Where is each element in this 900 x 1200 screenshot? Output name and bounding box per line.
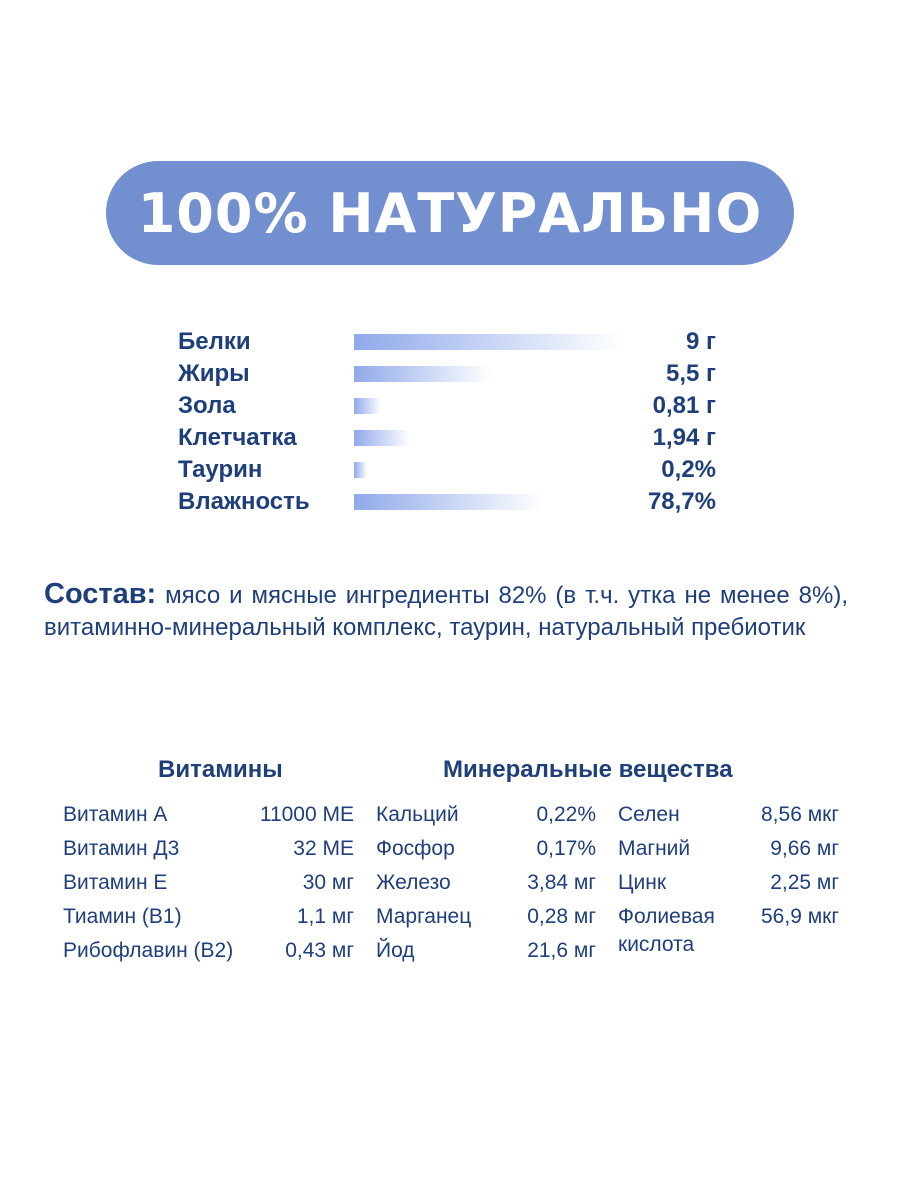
mineral-name: Железо: [376, 871, 451, 894]
composition: [44, 578, 848, 644]
mineral-value: 21,6 мг: [527, 939, 596, 962]
mineral-value: 9,66 мг: [770, 837, 839, 860]
mineral-value: 56,9 мкг: [761, 905, 839, 928]
table-row: [63, 832, 354, 866]
vitamin-value: 11000 МЕ: [259, 803, 354, 826]
vitamin-name: Витамин Д3: [63, 837, 180, 860]
nutrition-bar: [354, 366, 622, 382]
table-row: [618, 832, 839, 866]
nutrition-label: Белки: [178, 328, 251, 355]
vitamin-value: 32 МЕ: [293, 837, 354, 860]
nutrition-label: Жиры: [178, 360, 250, 387]
nutrition-value: 78,7%: [647, 488, 716, 515]
nutrition-value: 5,5 г: [665, 360, 716, 387]
mineral-value: 8,56 мкг: [761, 803, 839, 826]
mineral-name: Марганец: [376, 905, 472, 928]
minerals-title: Минеральные вещества: [443, 756, 733, 783]
nutrition-list: [178, 326, 718, 518]
nutrition-bar-fill: [354, 430, 410, 446]
table-row: [618, 798, 839, 832]
mineral-name: Фосфор: [376, 837, 455, 860]
nutrition-bar-fill: [354, 494, 544, 510]
nutrition-value: 0,81 г: [652, 392, 716, 419]
table-row: [63, 934, 354, 968]
banner-title: 100% НАТУРАЛЬНО: [137, 181, 763, 245]
vitamin-value: 1,1 мг: [296, 905, 354, 928]
vitamin-name: Витамин Е: [63, 871, 168, 894]
mineral-value: 0,17%: [536, 837, 596, 860]
nutrition-value: 9 г: [685, 328, 716, 355]
nutrition-bar: [354, 430, 622, 446]
mineral-value: 2,25 мг: [770, 871, 839, 894]
mineral-name: Фолиевая кислота: [618, 905, 715, 956]
nutrition-value: 1,94 г: [652, 424, 716, 451]
nutrition-bar: [354, 494, 622, 510]
table-row: [376, 832, 596, 866]
nutrition-row: [178, 326, 718, 358]
vitamins-table: [63, 798, 354, 968]
mineral-value: 3,84 мг: [527, 871, 596, 894]
nutrition-label: Клетчатка: [178, 424, 297, 451]
composition-text: мясо и мясные ингредиенты 82% (в т.ч. утка не менее 8%), витаминно-минеральный комплекс, таурин, натуральный пребиотик: [44, 582, 849, 641]
table-row: [63, 866, 354, 900]
table-row: [63, 900, 354, 934]
table-row: [376, 866, 596, 900]
nutrition-bar: [354, 398, 622, 414]
mineral-name: Селен: [618, 803, 680, 826]
nutrition-bar-fill: [354, 398, 381, 414]
nutrition-bar: [354, 334, 622, 350]
table-row: [376, 900, 596, 934]
mineral-value: 0,28 мг: [527, 905, 596, 928]
table-row: [618, 866, 839, 900]
vitamin-value: 0,43 мг: [285, 939, 354, 962]
vitamins-title: Витамины: [158, 756, 283, 783]
nutrition-row: [178, 454, 718, 486]
nutrition-bar-fill: [354, 366, 491, 382]
nutrition-row: [178, 390, 718, 422]
nutrition-label: Зола: [178, 392, 236, 419]
nutrition-bar-fill: [354, 462, 367, 478]
mineral-name: Кальций: [376, 803, 459, 826]
table-row: [63, 798, 354, 832]
nutrition-row: [178, 358, 718, 390]
table-row: [376, 934, 596, 968]
mineral-value: 0,22%: [536, 803, 596, 826]
mineral-name: Цинк: [618, 871, 667, 894]
mineral-name: Магний: [618, 837, 691, 860]
vitamin-value: 30 мг: [302, 871, 354, 894]
table-row: [618, 900, 839, 956]
nutrition-label: Влажность: [178, 488, 310, 515]
nutrition-row: [178, 422, 718, 454]
vitamin-name: Тиамин (В1): [63, 905, 182, 928]
composition-label: Состав:: [44, 578, 157, 610]
table-row: [376, 798, 596, 832]
minerals-table-1: [376, 798, 596, 968]
nutrition-label: Таурин: [178, 456, 263, 483]
nutrition-value: 0,2%: [661, 456, 716, 483]
vitamin-name: Рибофлавин (В2): [63, 939, 234, 962]
nutrition-bar-fill: [354, 334, 622, 350]
vitamin-name: Витамин А: [63, 803, 168, 826]
minerals-table-2: [618, 798, 839, 956]
mineral-name: Йод: [376, 939, 415, 962]
nutrition-row: [178, 486, 718, 518]
nutrition-bar: [354, 462, 622, 478]
banner: [106, 161, 794, 265]
